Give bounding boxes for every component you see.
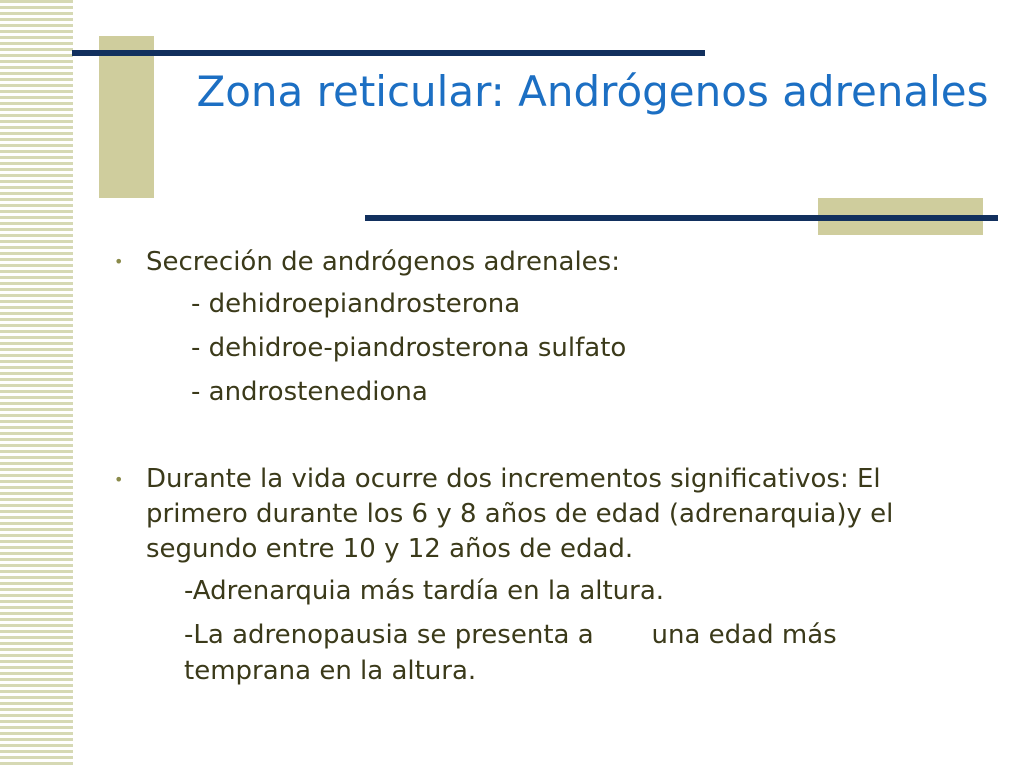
bullet-text: Secreción de andrógenos adrenales: — [146, 247, 620, 277]
bullet-item — [110, 244, 1000, 414]
accent-block-top — [99, 36, 154, 198]
bullet-icon: • — [114, 470, 124, 489]
slide-title: Zona reticular: Andrógenos adrenales — [196, 67, 989, 116]
sub-item: -La adrenopausia se presenta a una edad más temprana en la altura. — [184, 620, 845, 686]
sub-item: - dehidroe-piandrosterona sulfato — [191, 333, 627, 363]
bullet-icon: • — [114, 252, 124, 271]
sub-item: -Adrenarquia más tardía en la altura. — [184, 576, 665, 606]
slide-body — [110, 244, 1000, 689]
bullet-item — [110, 462, 1000, 689]
sub-item: - dehidroepiandrosterona — [191, 289, 521, 319]
decorative-stripes — [0, 0, 73, 768]
accent-bar-bottom — [365, 215, 998, 221]
bullet-text: Durante la vida ocurre dos incrementos significativos: El primero durante los 6 y 8 años de edad (adrenarquia)y el segundo entre 10 y 12 años de edad. — [146, 464, 894, 564]
accent-bar-top — [72, 50, 705, 56]
sub-item: - androstenediona — [191, 377, 428, 407]
